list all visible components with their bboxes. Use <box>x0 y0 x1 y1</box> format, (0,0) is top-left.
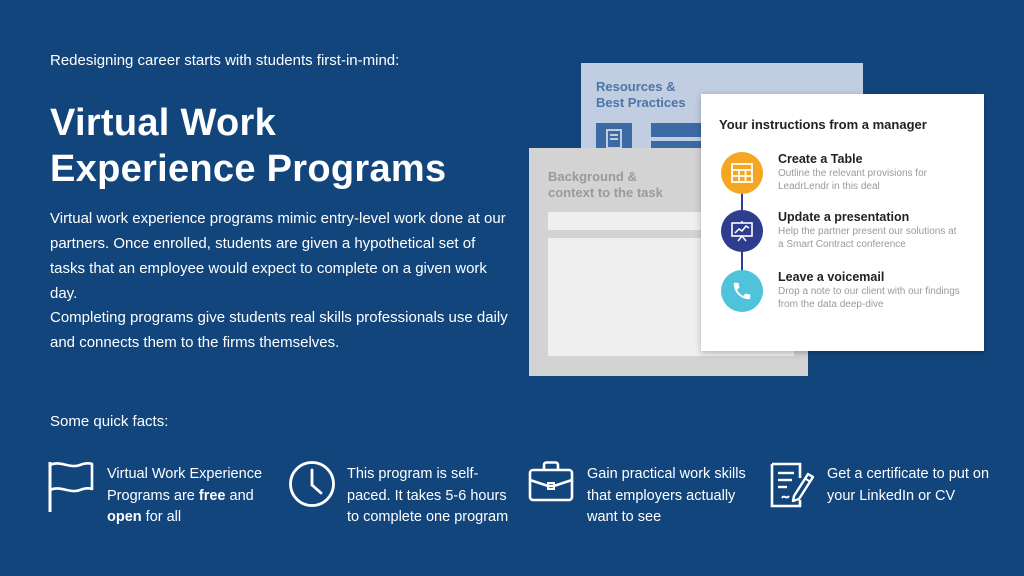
phone-icon <box>721 270 763 312</box>
description-paragraph-2: Completing programs give students real skills professionals use daily and connects them to the firms themselves. <box>50 309 508 351</box>
fact-certificate <box>768 460 1008 540</box>
fact-text-part: for all <box>141 509 182 525</box>
resources-card-title <box>596 79 686 111</box>
background-title-line-2: context to the task <box>548 185 663 200</box>
fact-self-paced <box>288 460 518 540</box>
intro-text: Redesigning career starts with students first-in-mind: <box>50 52 400 69</box>
step-description: Outline the relevant provisions for LeadrLendr in this deal <box>778 168 927 192</box>
step-description: Help the partner present our solutions at a Smart Contract conference <box>778 226 957 250</box>
step-description: Drop a note to our client with our findings from the data deep-dive <box>778 286 960 310</box>
presentation-icon <box>721 210 763 252</box>
fact-text: Gain practical work skills that employers actually want to see <box>587 466 746 525</box>
step-title: Leave a voicemail <box>778 270 885 284</box>
fact-text-part: and <box>225 487 254 504</box>
description-paragraph-1: Virtual work experience programs mimic entry-level work done at our partners. Once enrolled, students are given a hypothetical set of tasks that an employee would expect to complete on a given work day. <box>50 210 506 302</box>
fact-practical-skills <box>528 460 758 540</box>
instructions-card <box>701 94 984 351</box>
step-title: Create a Table <box>778 152 863 166</box>
background-title-line-1: Background & <box>548 169 637 184</box>
fact-text: This program is self-paced. It takes 5-6 hours to complete one program <box>347 466 509 525</box>
table-icon <box>721 152 763 194</box>
page-title <box>50 100 446 192</box>
certificate-icon <box>768 460 816 515</box>
instructions-title: Your instructions from a manager <box>719 117 927 132</box>
flag-icon <box>48 460 94 519</box>
facts-label: Some quick facts: <box>50 413 169 430</box>
clock-icon <box>288 460 336 513</box>
resources-title-line-2: Best Practices <box>596 95 686 110</box>
fact-emphasis-open: open <box>107 509 142 525</box>
briefcase-icon <box>528 460 574 507</box>
resources-title-line-1: Resources & <box>596 79 676 94</box>
title-line-1: Virtual Work <box>50 102 277 144</box>
background-card-title <box>548 169 663 201</box>
fact-emphasis-free: free <box>198 487 226 504</box>
title-line-2: Experience Programs <box>50 148 447 190</box>
fact-text: Get a certificate to put on your LinkedIn or CV <box>827 466 990 504</box>
fact-text-part: Virtual Work Experience Programs are <box>107 466 263 504</box>
fact-text <box>107 464 277 529</box>
fact-free-open <box>48 460 278 540</box>
step-title: Update a presentation <box>778 210 910 224</box>
